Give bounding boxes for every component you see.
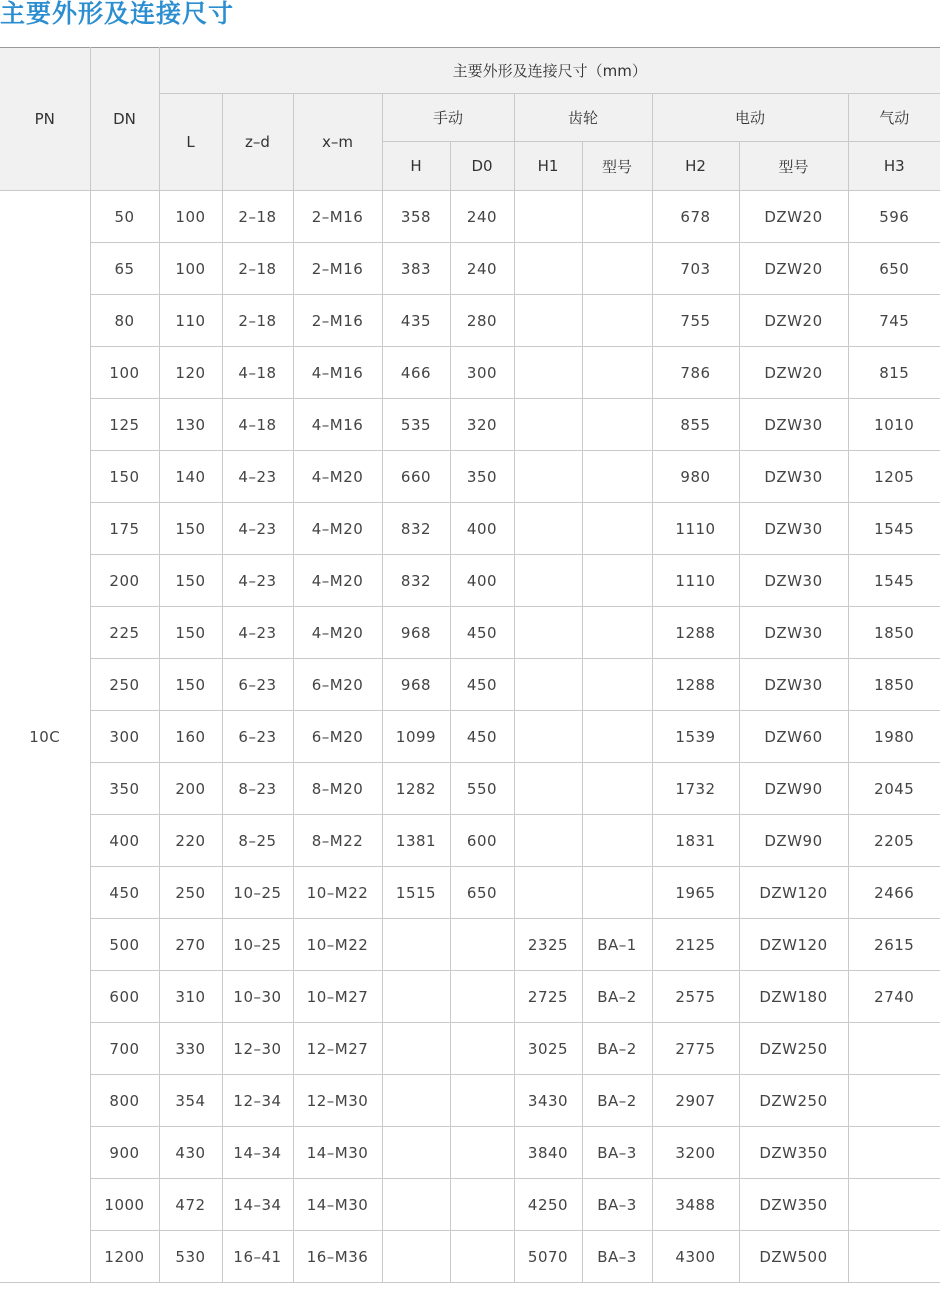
cell-h: 968 [382,607,450,659]
cell-l: 430 [159,1127,222,1179]
cell-h2: 1110 [652,555,739,607]
cell-h1 [514,295,582,347]
cell-gear-model [582,555,652,607]
cell-gear-model [582,399,652,451]
cell-z-d: 8–23 [222,763,293,815]
cell-electric-model: DZW30 [739,399,848,451]
cell-gear-model [582,243,652,295]
cell-gear-model [582,711,652,763]
cell-z-d: 10–30 [222,971,293,1023]
table-row [0,191,940,243]
cell-h: 466 [382,347,450,399]
cell-z-d: 4–18 [222,347,293,399]
cell-l: 100 [159,191,222,243]
table-row [0,1179,940,1231]
cell-h: 1381 [382,815,450,867]
cell-h2: 755 [652,295,739,347]
cell-x-m: 16–M36 [293,1231,382,1283]
cell-dn: 800 [90,1075,159,1127]
cell-l: 270 [159,919,222,971]
cell-h1 [514,555,582,607]
table-row [0,503,940,555]
cell-d0 [450,971,514,1023]
cell-l: 220 [159,815,222,867]
cell-d0 [450,1075,514,1127]
cell-h3: 745 [848,295,940,347]
cell-dn: 250 [90,659,159,711]
cell-dn: 900 [90,1127,159,1179]
cell-dn: 65 [90,243,159,295]
cell-d0: 550 [450,763,514,815]
table-row [0,659,940,711]
cell-h2: 1288 [652,607,739,659]
cell-h1 [514,815,582,867]
cell-x-m: 2–M16 [293,191,382,243]
cell-l: 150 [159,555,222,607]
cell-h: 660 [382,451,450,503]
cell-h2: 3488 [652,1179,739,1231]
cell-h1: 3025 [514,1023,582,1075]
cell-electric-model: DZW30 [739,451,848,503]
cell-h3 [848,1179,940,1231]
cell-x-m: 10–M22 [293,867,382,919]
cell-d0: 300 [450,347,514,399]
cell-h1: 3840 [514,1127,582,1179]
cell-h [382,919,450,971]
header-dn: DN [90,48,159,191]
cell-h1: 5070 [514,1231,582,1283]
cell-h2: 2775 [652,1023,739,1075]
cell-x-m: 14–M30 [293,1179,382,1231]
table-row [0,763,940,815]
cell-dn: 80 [90,295,159,347]
cell-gear-model [582,659,652,711]
cell-d0 [450,1127,514,1179]
cell-gear-model: BA–3 [582,1127,652,1179]
cell-h2: 2907 [652,1075,739,1127]
cell-h1: 2325 [514,919,582,971]
cell-l: 330 [159,1023,222,1075]
cell-h2: 1732 [652,763,739,815]
cell-gear-model [582,295,652,347]
cell-l: 160 [159,711,222,763]
cell-z-d: 12–34 [222,1075,293,1127]
cell-x-m: 4–M16 [293,399,382,451]
table-row [0,1023,940,1075]
cell-x-m: 4–M20 [293,555,382,607]
dimension-table [0,47,940,1283]
cell-dn: 150 [90,451,159,503]
cell-d0: 450 [450,659,514,711]
cell-h3: 2740 [848,971,940,1023]
cell-electric-model: DZW30 [739,659,848,711]
table-body [0,191,940,1283]
header-group-title: 主要外形及连接尺寸（mm） [159,48,940,94]
cell-z-d: 4–23 [222,607,293,659]
cell-h3: 650 [848,243,940,295]
cell-h2: 1965 [652,867,739,919]
cell-gear-model [582,191,652,243]
header-electric: 电动 [652,94,848,142]
table-row [0,399,940,451]
cell-z-d: 16–41 [222,1231,293,1283]
cell-h: 1282 [382,763,450,815]
cell-l: 250 [159,867,222,919]
cell-dn: 600 [90,971,159,1023]
cell-l: 472 [159,1179,222,1231]
cell-h3: 2205 [848,815,940,867]
cell-l: 150 [159,503,222,555]
table-row [0,867,940,919]
header-pneumatic: 气动 [848,94,940,142]
cell-h3: 1205 [848,451,940,503]
cell-h2: 2125 [652,919,739,971]
cell-h3: 1850 [848,659,940,711]
cell-gear-model [582,607,652,659]
header-l: L [159,94,222,191]
cell-h3: 2045 [848,763,940,815]
cell-x-m: 4–M20 [293,451,382,503]
cell-x-m: 12–M27 [293,1023,382,1075]
cell-h: 1099 [382,711,450,763]
table-row [0,555,940,607]
cell-h2: 1288 [652,659,739,711]
cell-gear-model [582,347,652,399]
table-row [0,815,940,867]
cell-h1 [514,659,582,711]
table-row [0,1075,940,1127]
cell-h3: 2615 [848,919,940,971]
header-x-m: x–m [293,94,382,191]
cell-electric-model: DZW60 [739,711,848,763]
cell-h2: 1539 [652,711,739,763]
cell-gear-model: BA–1 [582,919,652,971]
header-h3: H3 [848,142,940,191]
cell-l: 110 [159,295,222,347]
cell-x-m: 12–M30 [293,1075,382,1127]
cell-h2: 1110 [652,503,739,555]
cell-h1 [514,347,582,399]
table-row [0,347,940,399]
cell-h: 383 [382,243,450,295]
cell-electric-model: DZW500 [739,1231,848,1283]
cell-h: 832 [382,555,450,607]
cell-h1 [514,243,582,295]
cell-electric-model: DZW90 [739,763,848,815]
cell-d0: 320 [450,399,514,451]
cell-l: 310 [159,971,222,1023]
cell-gear-model: BA–2 [582,971,652,1023]
table-row [0,295,940,347]
cell-d0: 450 [450,607,514,659]
header-pn: PN [0,48,90,191]
cell-electric-model: DZW350 [739,1127,848,1179]
cell-d0: 400 [450,555,514,607]
cell-dn: 200 [90,555,159,607]
cell-electric-model: DZW20 [739,347,848,399]
cell-h2: 703 [652,243,739,295]
cell-l: 150 [159,607,222,659]
table-row [0,919,940,971]
cell-h2: 4300 [652,1231,739,1283]
cell-d0 [450,1231,514,1283]
cell-z-d: 10–25 [222,867,293,919]
cell-x-m: 6–M20 [293,711,382,763]
cell-h1: 3430 [514,1075,582,1127]
cell-pn: 10C [0,191,90,1283]
cell-dn: 450 [90,867,159,919]
cell-electric-model: DZW250 [739,1023,848,1075]
cell-x-m: 4–M16 [293,347,382,399]
cell-d0: 450 [450,711,514,763]
cell-z-d: 4–18 [222,399,293,451]
cell-x-m: 14–M30 [293,1127,382,1179]
cell-l: 100 [159,243,222,295]
cell-d0: 400 [450,503,514,555]
header-manual: 手动 [382,94,514,142]
cell-z-d: 6–23 [222,711,293,763]
cell-h1 [514,711,582,763]
cell-h3: 1010 [848,399,940,451]
cell-electric-model: DZW120 [739,919,848,971]
cell-h1 [514,503,582,555]
cell-z-d: 4–23 [222,451,293,503]
header-z-d: z–d [222,94,293,191]
cell-h3: 1850 [848,607,940,659]
cell-h1 [514,867,582,919]
header-h2: H2 [652,142,739,191]
cell-d0: 350 [450,451,514,503]
cell-h: 535 [382,399,450,451]
cell-l: 120 [159,347,222,399]
cell-x-m: 2–M16 [293,295,382,347]
cell-x-m: 6–M20 [293,659,382,711]
cell-z-d: 2–18 [222,243,293,295]
cell-h3 [848,1231,940,1283]
header-gear-model: 型号 [582,142,652,191]
cell-gear-model [582,763,652,815]
cell-electric-model: DZW120 [739,867,848,919]
cell-electric-model: DZW20 [739,295,848,347]
cell-d0: 280 [450,295,514,347]
cell-h [382,1231,450,1283]
cell-h: 968 [382,659,450,711]
cell-h2: 678 [652,191,739,243]
cell-z-d: 14–34 [222,1179,293,1231]
cell-h3 [848,1127,940,1179]
cell-h3 [848,1023,940,1075]
cell-d0: 600 [450,815,514,867]
cell-h2: 2575 [652,971,739,1023]
cell-l: 200 [159,763,222,815]
table-row [0,971,940,1023]
cell-dn: 125 [90,399,159,451]
cell-h3: 1980 [848,711,940,763]
cell-z-d: 8–25 [222,815,293,867]
cell-dn: 1200 [90,1231,159,1283]
cell-h2: 855 [652,399,739,451]
cell-electric-model: DZW30 [739,607,848,659]
cell-h1: 4250 [514,1179,582,1231]
cell-d0 [450,1023,514,1075]
cell-h3: 1545 [848,555,940,607]
cell-h [382,1179,450,1231]
cell-z-d: 4–23 [222,555,293,607]
cell-gear-model [582,867,652,919]
cell-x-m: 4–M20 [293,607,382,659]
cell-z-d: 10–25 [222,919,293,971]
cell-h [382,1023,450,1075]
table-row [0,451,940,503]
cell-z-d: 2–18 [222,191,293,243]
cell-z-d: 6–23 [222,659,293,711]
cell-dn: 500 [90,919,159,971]
cell-dn: 700 [90,1023,159,1075]
cell-h3: 596 [848,191,940,243]
header-d0: D0 [450,142,514,191]
table-row [0,243,940,295]
cell-dn: 350 [90,763,159,815]
cell-h: 358 [382,191,450,243]
cell-l: 354 [159,1075,222,1127]
cell-d0: 240 [450,243,514,295]
cell-electric-model: DZW180 [739,971,848,1023]
cell-h3 [848,1075,940,1127]
cell-electric-model: DZW20 [739,243,848,295]
cell-d0: 650 [450,867,514,919]
cell-gear-model [582,451,652,503]
cell-electric-model: DZW90 [739,815,848,867]
cell-h: 1515 [382,867,450,919]
cell-h: 832 [382,503,450,555]
cell-h2: 980 [652,451,739,503]
cell-z-d: 12–30 [222,1023,293,1075]
cell-h: 435 [382,295,450,347]
cell-x-m: 10–M27 [293,971,382,1023]
cell-l: 150 [159,659,222,711]
cell-gear-model [582,503,652,555]
cell-dn: 300 [90,711,159,763]
cell-h1 [514,763,582,815]
cell-electric-model: DZW20 [739,191,848,243]
cell-z-d: 4–23 [222,503,293,555]
cell-gear-model [582,815,652,867]
cell-electric-model: DZW30 [739,555,848,607]
table-row [0,711,940,763]
cell-dn: 100 [90,347,159,399]
cell-z-d: 2–18 [222,295,293,347]
page-title: 主要外形及连接尺寸 [0,0,235,28]
cell-d0: 240 [450,191,514,243]
cell-h [382,971,450,1023]
header-electric-model: 型号 [739,142,848,191]
cell-dn: 50 [90,191,159,243]
cell-z-d: 14–34 [222,1127,293,1179]
header-h: H [382,142,450,191]
cell-gear-model: BA–3 [582,1231,652,1283]
cell-h [382,1075,450,1127]
cell-dn: 1000 [90,1179,159,1231]
cell-h3: 2466 [848,867,940,919]
cell-h1 [514,607,582,659]
cell-gear-model: BA–2 [582,1023,652,1075]
cell-electric-model: DZW30 [739,503,848,555]
cell-h1: 2725 [514,971,582,1023]
cell-h2: 786 [652,347,739,399]
cell-h1 [514,191,582,243]
cell-electric-model: DZW350 [739,1179,848,1231]
cell-dn: 175 [90,503,159,555]
cell-x-m: 10–M22 [293,919,382,971]
cell-dn: 225 [90,607,159,659]
cell-h1 [514,451,582,503]
cell-x-m: 4–M20 [293,503,382,555]
cell-h2: 1831 [652,815,739,867]
cell-h3: 1545 [848,503,940,555]
cell-h3: 815 [848,347,940,399]
table-row [0,1231,940,1283]
cell-l: 130 [159,399,222,451]
cell-h2: 3200 [652,1127,739,1179]
cell-x-m: 8–M20 [293,763,382,815]
table-row [0,1127,940,1179]
cell-x-m: 8–M22 [293,815,382,867]
table-row [0,607,940,659]
cell-d0 [450,919,514,971]
cell-gear-model: BA–2 [582,1075,652,1127]
cell-h1 [514,399,582,451]
cell-x-m: 2–M16 [293,243,382,295]
cell-h [382,1127,450,1179]
cell-gear-model: BA–3 [582,1179,652,1231]
header-h1: H1 [514,142,582,191]
cell-l: 530 [159,1231,222,1283]
cell-electric-model: DZW250 [739,1075,848,1127]
cell-dn: 400 [90,815,159,867]
cell-l: 140 [159,451,222,503]
header-gear: 齿轮 [514,94,652,142]
cell-d0 [450,1179,514,1231]
